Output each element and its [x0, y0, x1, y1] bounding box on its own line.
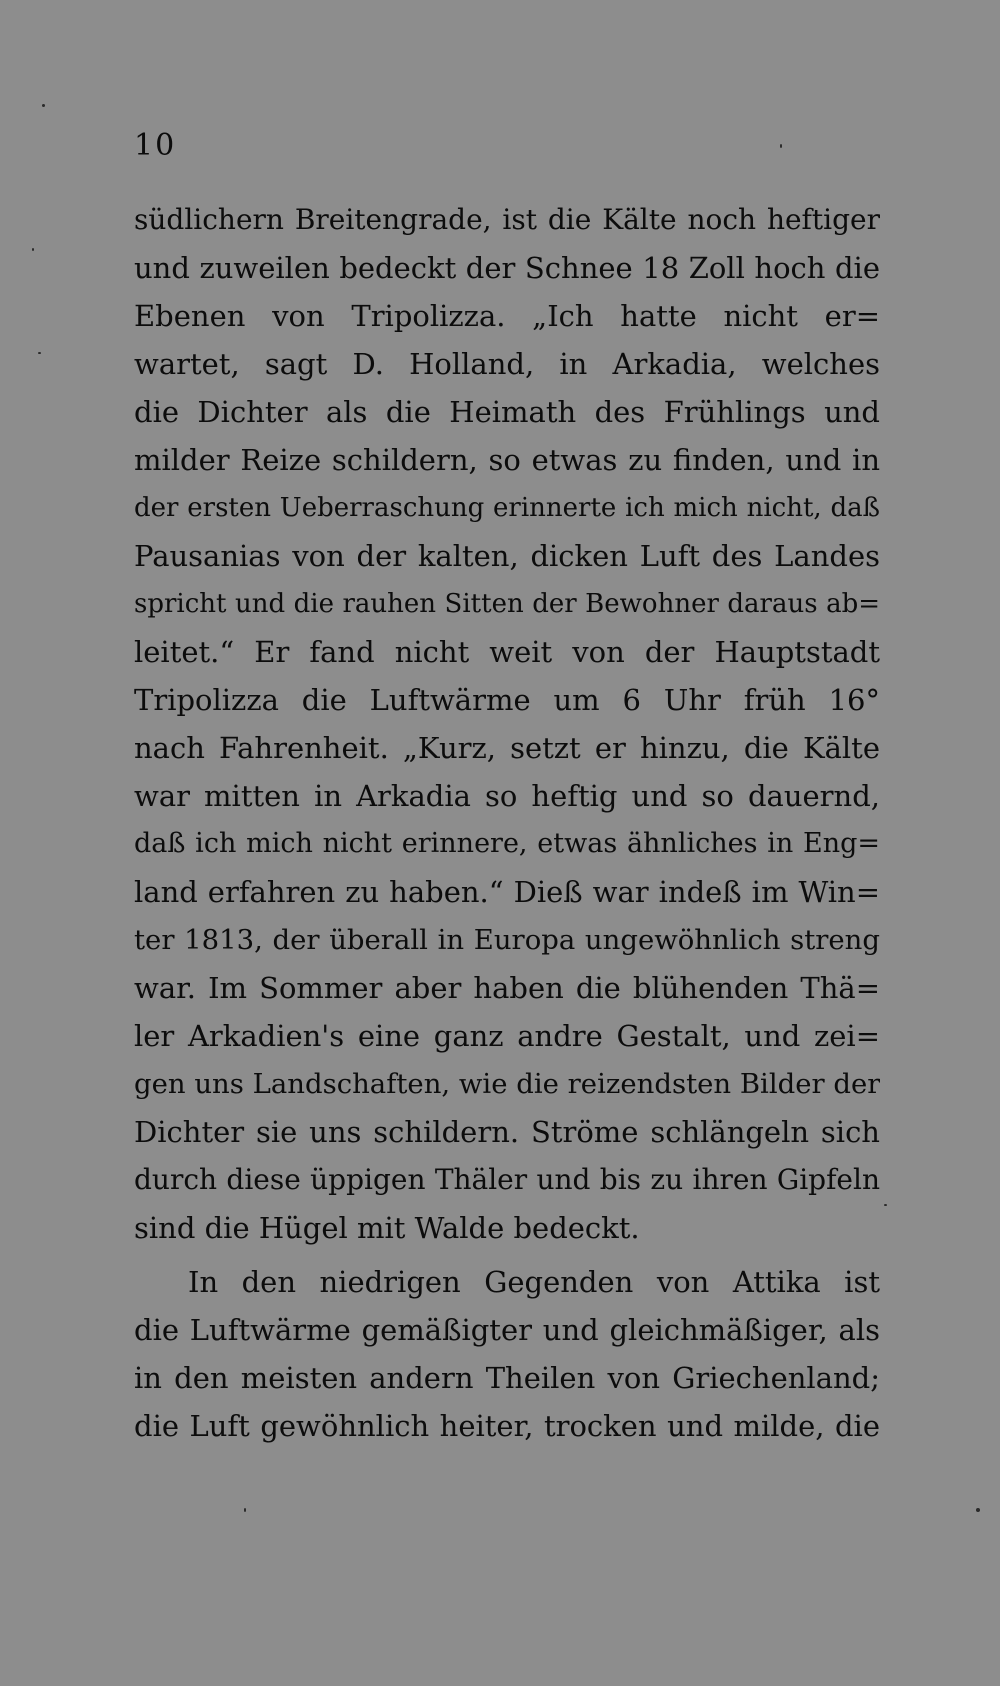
text-line: spricht und die rauhen Sitten der Bewohner daraus ab= — [134, 589, 880, 619]
scan-speck — [884, 1204, 887, 1206]
text-line: Ebenen von Tripolizza. „Ich hatte nicht er= — [134, 299, 880, 333]
text-line: südlichern Breitengrade, ist die Kälte noch heftiger — [134, 203, 880, 236]
scan-speck — [32, 248, 34, 251]
text-line: land erfahren zu haben.“ Dieß war indeß im Win= — [134, 875, 880, 909]
text-line: war mitten in Arkadia so heftig und so dauernd, — [134, 779, 880, 813]
text-line: leitet.“ Er fand nicht weit von der Hauptstadt — [134, 635, 880, 669]
scan-speck — [38, 352, 41, 354]
text-line: In den niedrigen Gegenden von Attika ist — [188, 1265, 880, 1299]
text-line: in den meisten andern Theilen von Griechenland; — [134, 1361, 880, 1395]
text-line: nach Fahrenheit. „Kurz, setzt er hinzu, die Kälte — [134, 731, 880, 765]
text-line: ter 1813, der überall in Europa ungewöhnlich streng — [134, 924, 880, 956]
text-line: gen uns Landschaften, wie die reizendsten Bilder der — [134, 1068, 880, 1100]
body-text — [134, 196, 880, 1450]
text-line: war. Im Sommer aber haben die blühenden Thä= — [134, 971, 880, 1005]
text-line: Dichter sie uns schildern. Ströme schlängeln sich — [134, 1115, 880, 1149]
paragraph-1 — [134, 196, 880, 1252]
text-line: der ersten Ueberraschung erinnerte ich mich nicht, daß — [134, 493, 880, 523]
text-line: durch diese üppigen Thäler und bis zu ihren Gipfeln — [134, 1163, 880, 1196]
text-line: daß ich mich nicht erinnere, etwas ähnliches in Eng= — [134, 828, 880, 859]
text-line: die Luft gewöhnlich heiter, trocken und milde, die — [134, 1409, 880, 1443]
paragraph-2 — [134, 1258, 880, 1450]
scan-speck — [976, 1508, 980, 1512]
page-number: 10 — [134, 128, 177, 163]
text-line: sind die Hügel mit Walde bedeckt. — [134, 1211, 640, 1245]
scan-speck — [780, 144, 782, 148]
text-line: die Luftwärme gemäßigter und gleichmäßiger, als — [134, 1313, 880, 1347]
text-line: die Dichter als die Heimath des Frühlings und — [134, 395, 880, 429]
text-line: und zuweilen bedeckt der Schnee 18 Zoll hoch die — [134, 251, 880, 285]
scan-speck — [244, 1508, 246, 1512]
text-line: Tripolizza die Luftwärme um 6 Uhr früh 16° — [134, 683, 880, 717]
text-line: Pausanias von der kalten, dicken Luft des Landes — [134, 539, 880, 573]
scan-speck — [42, 104, 45, 107]
text-line: milder Reize schildern, so etwas zu finden, und in — [134, 443, 880, 477]
text-line: ler Arkadien's eine ganz andre Gestalt, und zei= — [134, 1019, 880, 1053]
text-line: wartet, sagt D. Holland, in Arkadia, welches — [134, 347, 880, 381]
